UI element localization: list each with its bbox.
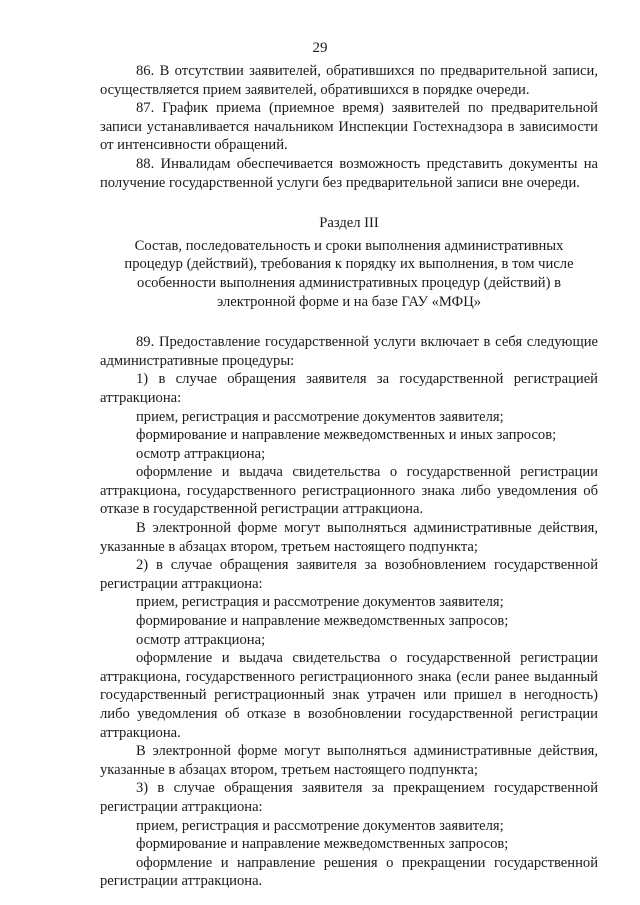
paragraph-86: 86. В отсутствии заявителей, обратившихся по предварительной записи, осуществляется прием заявителей, обратившихся в порядке очереди.	[100, 63, 598, 98]
document-body	[100, 62, 598, 891]
list-item: прием, регистрация и рассмотрение документов заявителя;	[136, 817, 504, 834]
list-item: прием, регистрация и рассмотрение документов заявителя;	[136, 408, 504, 425]
list-item: оформление и направление решения о прекращении государственной регистрации аттракциона.	[100, 854, 598, 890]
list-item: формирование и направление межведомственных запросов;	[136, 836, 509, 853]
list-item: формирование и направление межведомственных запросов;	[136, 613, 509, 630]
page-number: 29	[312, 40, 328, 56]
electronic-form-note: В электронной форме могут выполняться административные действия, указанные в абзацах втором, третьем настоящего подпункта;	[100, 743, 598, 778]
paragraph-88: 88. Инвалидам обеспечивается возможность представить документы на получение государственной услуги без предварительной записи вне очереди.	[100, 155, 598, 191]
electronic-form-note: В электронной форме могут выполняться административные действия, указанные в абзацах втором, третьем настоящего подпункта;	[100, 520, 598, 555]
list-item: оформление и выдача свидетельства о государственной регистрации аттракциона, государственного регистрационного знака (если ранее выданный государственный регистрационный знак утрачен или пришел в негодность) либо уведомления об отказе в возобновлении государственной регистрации аттракциона.	[100, 650, 598, 741]
subitem-1: 1) в случае обращения заявителя за государственной регистрацией аттракциона:	[100, 371, 598, 406]
list-item: оформление и выдача свидетельства о государственной регистрации аттракциона, государственного регистрационного знака либо уведомления об отказе в государственной регистрации аттракциона.	[100, 464, 598, 518]
section-title: Состав, последовательность и сроки выполнения административных процедур (действий), требования к порядку их выполнения, в том числе особенности выполнения административных процедур (действий) в электронной форме и на базе ГАУ «МФЦ»	[124, 237, 574, 310]
subitem-2: 2) в случае обращения заявителя за возобновлением государственной регистрации аттракциона:	[100, 557, 598, 592]
paragraph-87: 87. График приема (приемное время) заявителей по предварительной записи устанавливается начальником Инспекции Гостехнадзора в зависимости от интенсивности обращений.	[100, 100, 598, 154]
section-heading: Раздел III	[319, 215, 379, 232]
paragraph-89: 89. Предоставление государственной услуги включает в себя следующие административные процедуры:	[100, 334, 598, 369]
list-item: осмотр аттракциона;	[136, 445, 266, 462]
list-item: прием, регистрация и рассмотрение документов заявителя;	[136, 594, 504, 611]
subitem-3: 3) в случае обращения заявителя за прекращением государственной регистрации аттракциона:	[100, 780, 598, 815]
list-item: формирование и направление межведомственных и иных запросов;	[136, 427, 557, 444]
list-item: осмотр аттракциона;	[136, 631, 266, 648]
